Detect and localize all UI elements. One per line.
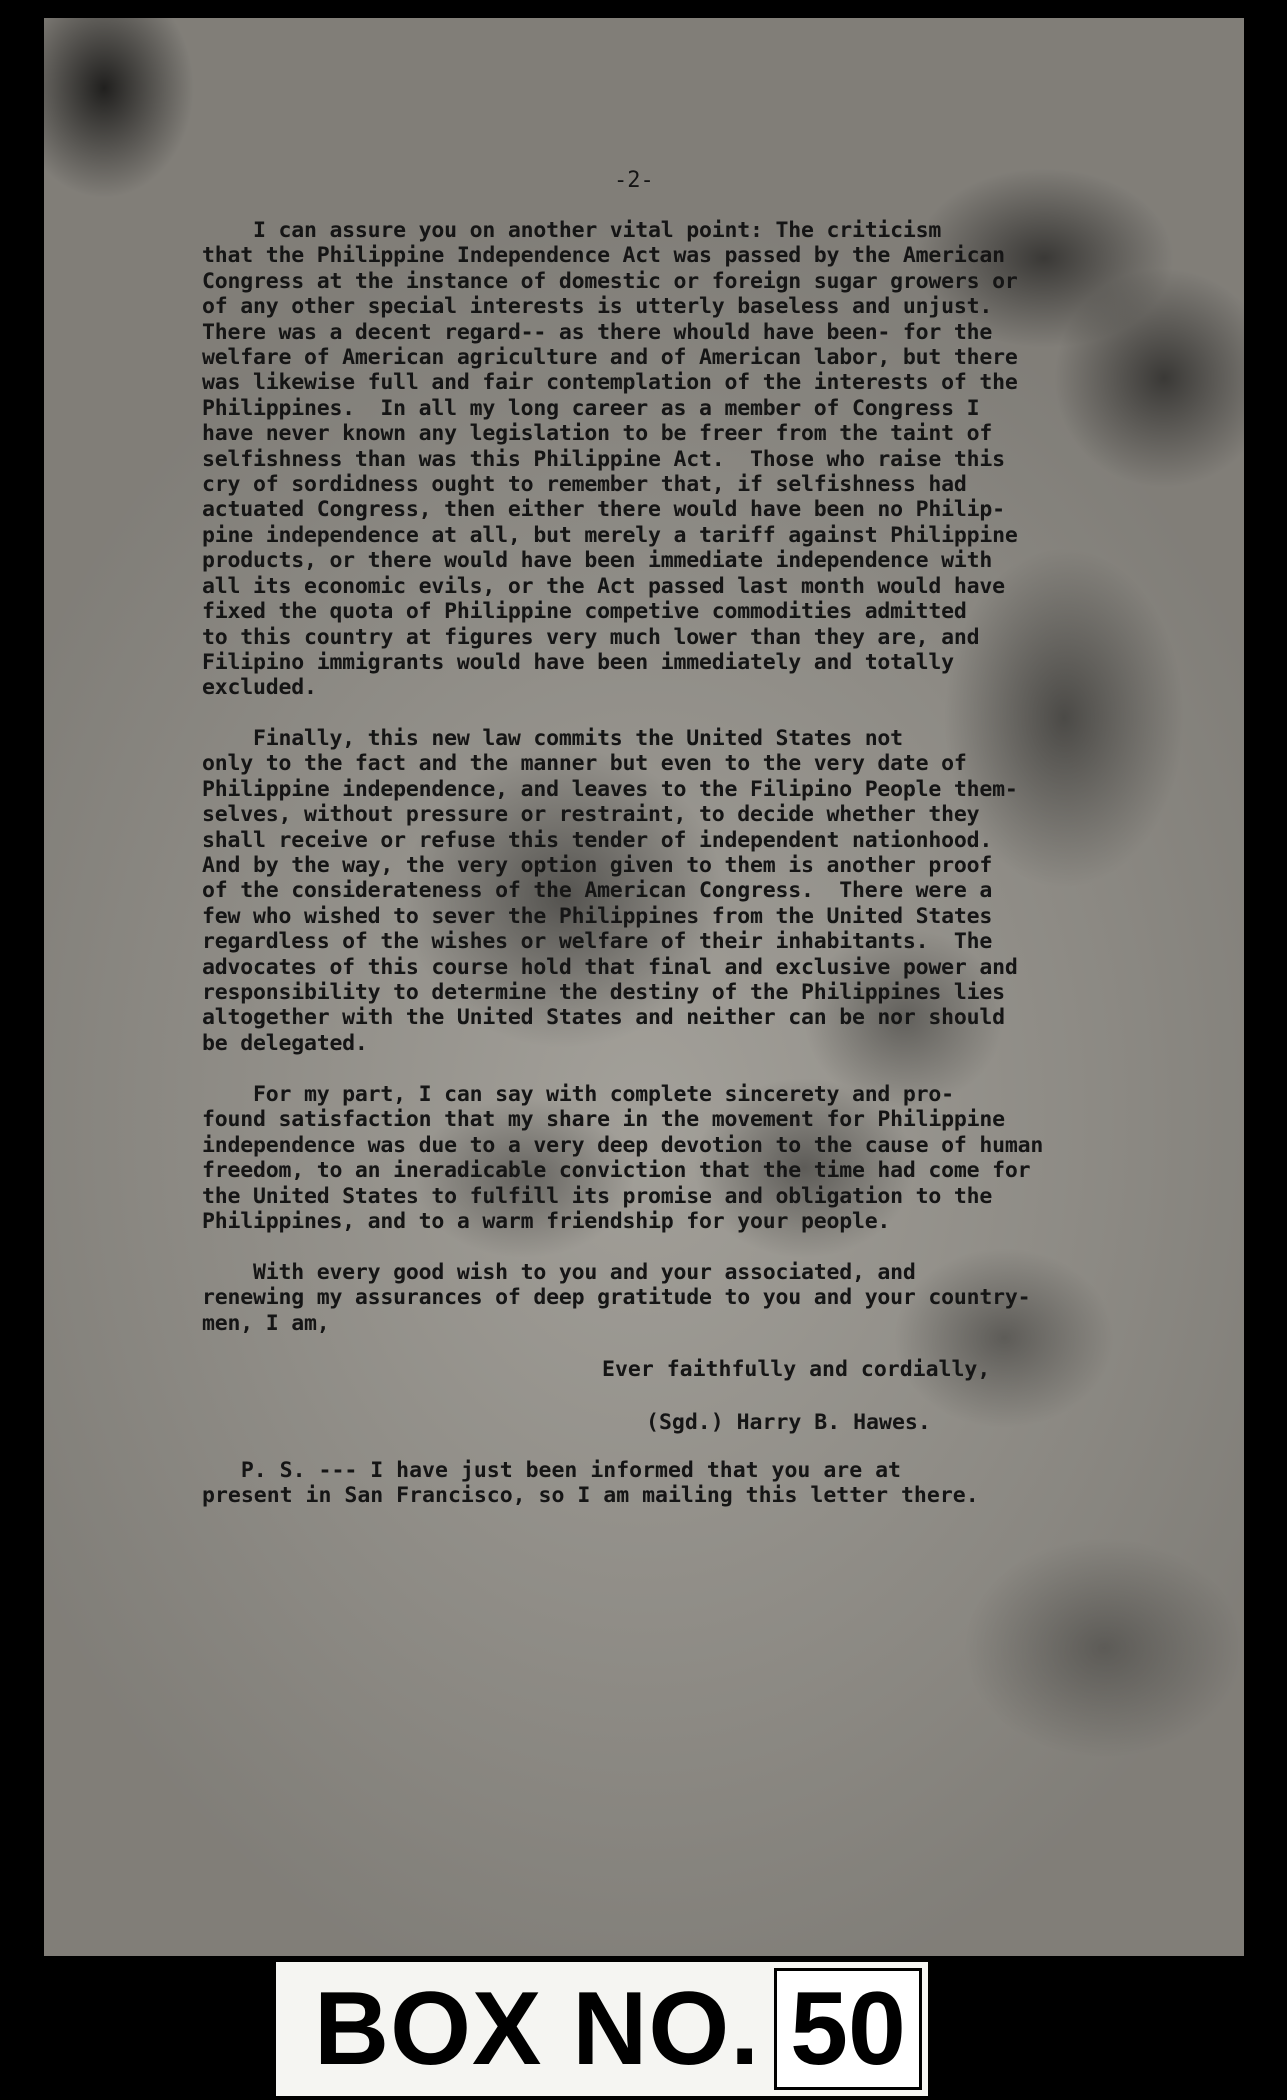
closing-line: Ever faithfully and cordially, (602, 1357, 991, 1382)
archive-box-label (276, 1962, 928, 2096)
paragraph-finally: Finally, this new law commits the United States not only to the fact and the manner but even to the very date of Philippine independence, and leaves to the Filipino People them- selves, without pressure or restraint, to decide whether they shall receive or refuse this tender of independent nationhood. And by the way, the very option given to them is another proof of the considerateness of the American Congress. There were a few who wished to sever the Philippines from the United States regardless of the wishes or welfare of their inhabitants. The advocates of this course hold that final and exclusive power and responsibility to determine the destiny of the Philippines lies altogether with the United States and neither can be nor should be delegated. (202, 726, 1018, 1056)
letter-page (44, 18, 1244, 1956)
box-number: 50 (774, 1968, 922, 2090)
paragraph-assurance: I can assure you on another vital point: The criticism that the Philippine Independence Act was passed by the American Congress at the instance of domestic or foreign sugar growers or of any other special interests is utterly baseless and unjust. There was a decent regard-- as there whould have been- for the welfare of American agriculture and of American labor, but there was likewise full and fair contemplation of the interests of the Philippines. In all my long career as a member of Congress I have never known any legislation to be freer from the taint of selfishness than was this Philippine Act. Those who raise this cry of sordidness ought to remember that, if selfishness had actuated Congress, then either there would have been no Philip- pine independence at all, but merely a tariff against Philippine products, or there would have been immediate independence with all its economic evils, or the Act passed last month would have fixed the quota of Philippine competive commodities admitted to this country at figures very much lower than they are, and Filipino immigrants would have been immediately and totally excluded. (202, 218, 1018, 701)
box-label-text: BOX NO. (314, 1970, 761, 2087)
paragraph-my-part: For my part, I can say with complete sincerety and pro- found satisfaction that my share in the movement for Philippine independence was due to a very deep devotion to the cause of human freedom, to an ineradicable conviction that the time had come for the United States to fulfill its promise and obligation to the Philippines, and to a warm friendship for your people. (202, 1082, 1044, 1235)
paragraph-good-wish: With every good wish to you and your associated, and renewing my assurances of deep gratitude to you and your country- men, I am, (202, 1260, 1031, 1336)
signature-line: (Sgd.) Harry B. Hawes. (646, 1410, 931, 1435)
page-number: -2- (614, 168, 654, 193)
postscript: P. S. --- I have just been informed that you are at present in San Francisco, so I am mailing this letter there. (202, 1458, 979, 1509)
